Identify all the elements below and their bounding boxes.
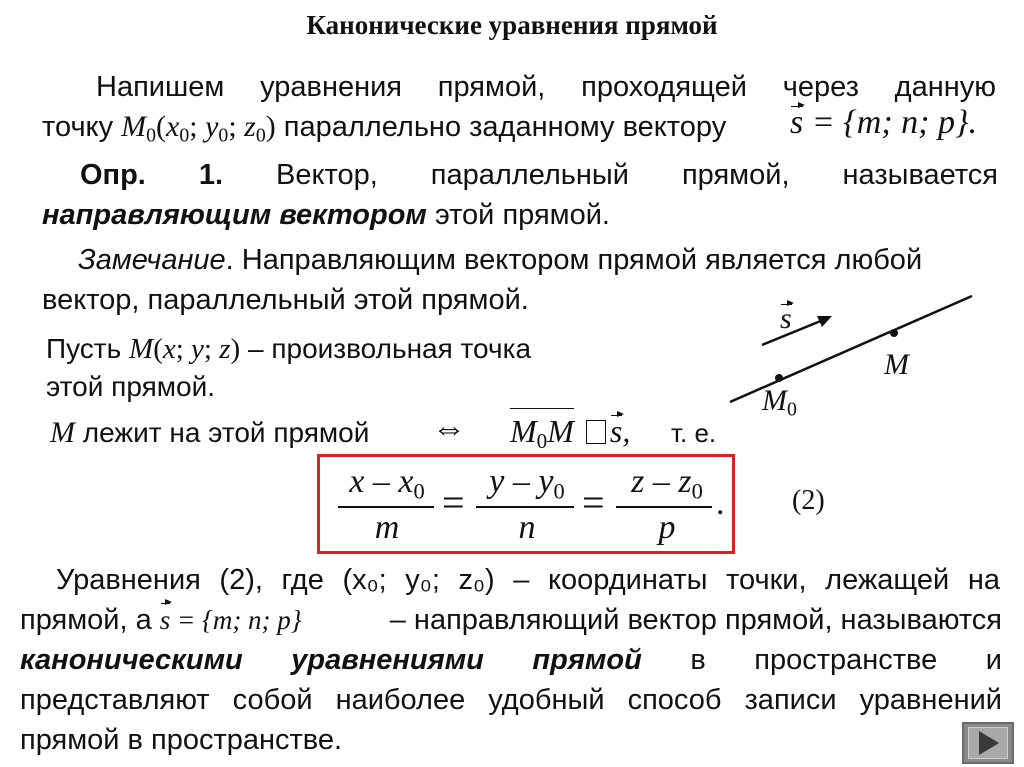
figure-point-m-label: M <box>884 348 909 381</box>
definition-line-1-text: Вектор, параллельный прямой, называется <box>276 159 998 191</box>
figure-vector-s-text: s <box>780 302 792 335</box>
vector-s-inline: s <box>609 413 623 449</box>
vector-s-symbol: s <box>790 104 804 141</box>
numerator-2-text: y – y <box>489 463 554 500</box>
canonical-equation-box <box>317 454 735 554</box>
numerator-3-text: z – z <box>631 463 692 500</box>
intro-line-2-start: точку <box>42 111 114 143</box>
point-m0-dot <box>775 374 783 382</box>
figure-vector-s-label <box>780 302 792 336</box>
point-m-coords: M(x; y; z) <box>129 333 241 365</box>
conclusion-line-3-rest: в пространстве и <box>690 644 1002 676</box>
conclusion-line-2 <box>20 601 1002 639</box>
numerator-1 <box>332 463 442 504</box>
denominator-2: n <box>518 509 536 546</box>
definition-label: Опр. 1. <box>80 159 224 191</box>
condition-tail: , <box>622 413 631 449</box>
conclusion-line-1 <box>56 561 1000 599</box>
vector-m0m <box>510 408 631 453</box>
conclusion-line-5 <box>20 721 342 759</box>
denominator-1: m <box>374 509 400 546</box>
definition-line-2-text: этой прямой. <box>434 199 610 231</box>
numerator-3-sub: 0 <box>691 478 703 504</box>
remark-line-2 <box>42 281 529 319</box>
slide-title: Канонические уравнения прямой <box>306 10 718 40</box>
remark-line-1 <box>78 241 922 279</box>
figure-point-m0-sub: 0 <box>787 398 797 421</box>
conclusion-term: каноническими уравнениями прямой <box>20 644 642 676</box>
denominator-3: p <box>658 509 676 546</box>
intro-vector-formula <box>790 104 977 142</box>
conclusion-line-4 <box>20 681 1002 719</box>
point-m-dot <box>890 329 898 337</box>
conclusion-line-2-start: прямой, а <box>20 604 152 636</box>
equals-1: = <box>442 480 465 525</box>
iff-symbol: ⇔ <box>432 410 466 447</box>
numerator-3 <box>612 463 722 504</box>
conclusion-vector-s: s <box>160 601 171 639</box>
conclusion-line-3 <box>20 641 1002 679</box>
numerator-1-sub: 0 <box>413 478 425 504</box>
let-point-line-2-text: этой прямой. <box>46 371 215 402</box>
intro-line-1 <box>96 68 996 106</box>
let-point-line-2 <box>46 368 215 406</box>
equation-number: (2) <box>792 485 825 516</box>
let-point-start: Пусть <box>46 333 122 364</box>
remark-line-2-text: вектор, параллельный этой прямой. <box>42 284 529 316</box>
numerator-2-sub: 0 <box>553 478 565 504</box>
equation-dot: . <box>716 485 725 522</box>
condition-text: лежит на этой прямой <box>82 417 370 448</box>
conclusion-vector-formula-text: = {m; n; p} <box>177 605 302 635</box>
conclusion-line-4-text: представляют собой наиболее удобный способ записи уравнений <box>20 684 1002 716</box>
fraction-bar-1 <box>338 506 434 508</box>
conclusion-line-2-rest: – направляющий вектор прямой, называются <box>389 604 1002 636</box>
let-point-line-1 <box>46 330 531 368</box>
numerator-2 <box>472 463 582 504</box>
intro-line-2-mid: параллельно заданному вектору <box>283 111 727 143</box>
equals-2: = <box>582 480 605 525</box>
conclusion-line-5-text: прямой в пространстве. <box>20 724 343 756</box>
definition-line-1 <box>80 156 998 194</box>
play-arrow-icon <box>979 731 999 755</box>
let-point-rest: – произвольная точка <box>247 333 532 364</box>
remark-label: Замечание <box>78 244 226 276</box>
conclusion-line-1-text: Уравнения (2), где (x₀; y₀; z₀) – координаты точки, лежащей на <box>56 564 1000 596</box>
fraction-bar-3 <box>616 506 712 508</box>
parallel-symbol-box <box>586 420 606 444</box>
fraction-bar-2 <box>476 506 574 508</box>
next-slide-button[interactable] <box>962 722 1014 764</box>
point-m0-coords: $M_0(x_0$; $y_0$; $z_0$) <box>121 110 276 147</box>
condition-point-m: M <box>50 416 75 449</box>
direction-vector-arrow <box>762 318 828 345</box>
definition-line-2 <box>42 196 610 234</box>
figure-point-m0-label <box>762 384 797 421</box>
figure-point-m0-letter: M <box>762 384 787 417</box>
intro-line-1-text: Напишем уравнения прямой, проходящей через данную <box>96 71 996 103</box>
numerator-1-text: x – x <box>349 463 414 500</box>
vector-m0m-overline: $M_0M$ <box>510 408 574 450</box>
conclusion-vector-formula <box>160 605 302 635</box>
intro-line-2 <box>42 108 726 146</box>
definition-term: направляющим вектором <box>42 199 427 231</box>
remark-line-1-text: . Направляющим вектором прямой является любой <box>225 244 923 276</box>
condition-te: т. е. <box>671 418 717 448</box>
condition-line <box>50 414 369 452</box>
intro-vector-formula-text: = {m; n; p}. <box>811 104 978 141</box>
